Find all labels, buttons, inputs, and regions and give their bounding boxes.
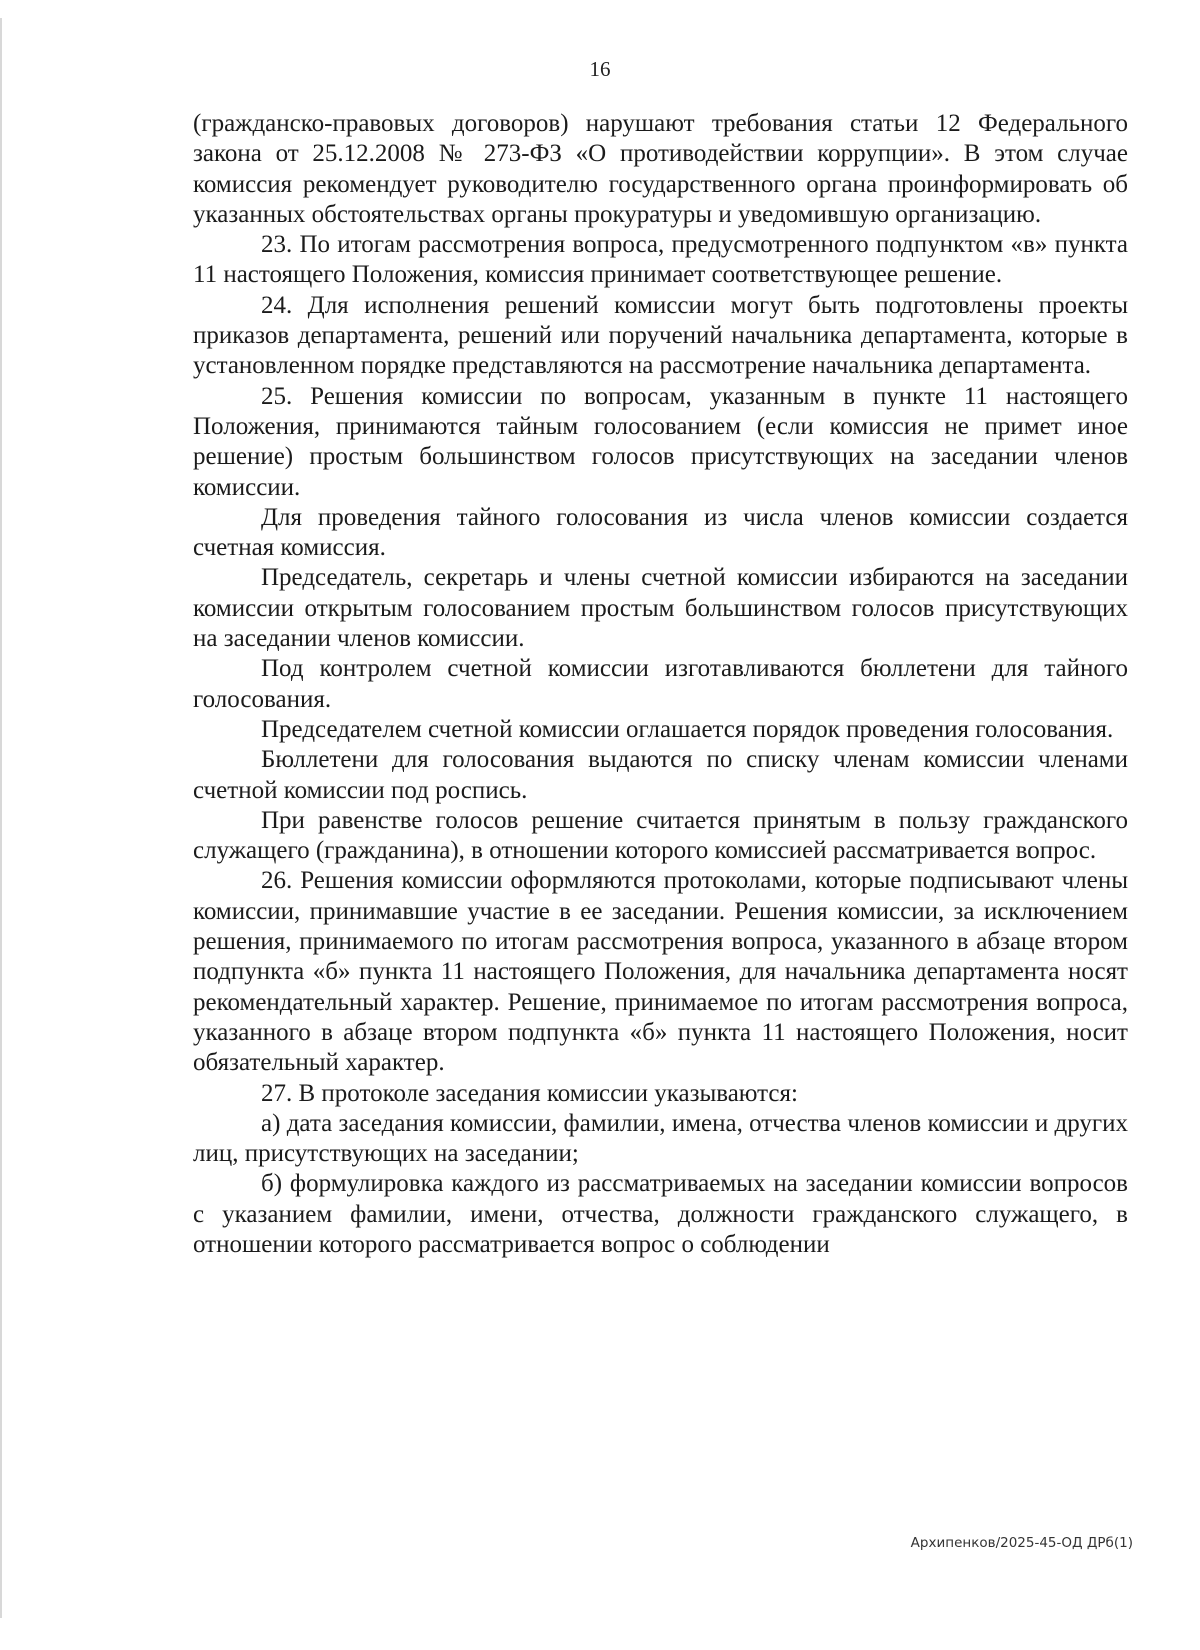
paragraph-25-issuance: Бюллетени для голосования выдаются по списку членам комиссии членами счетной комиссии под роспись. [193, 746, 1128, 804]
scan-edge-line [0, 18, 2, 1618]
paragraph-27-a: а) дата заседания комиссии, фамилии, имена, отчества членов комиссии и других лиц, присутствующих на заседании; [193, 1109, 1128, 1168]
page-number: 16 [589, 57, 611, 81]
paragraph-24: 24. Для исполнения решений комиссии могут быть подготовлены проекты приказов департамента, решений или поручений начальника департамента, которые в установленном порядке представляются на рассмотрение начальника департамента. [193, 291, 1128, 380]
document-registration-code: Архипенков/2025-45-ОД ДРб(1) [910, 1535, 1133, 1551]
paragraph-25-election: Председатель, секретарь и члены счетной комиссии избираются на заседании комиссии открытым голосованием простым большинством голосов присутствующих на заседании членов комиссии. [193, 564, 1128, 653]
paragraph-25: 25. Решения комиссии по вопросам, указанным в пункте 11 настоящего Положения, принимаются тайным голосованием (если комиссия не примет иное решение) простым большинством голосов присутствующих на заседании членов комиссии. [193, 382, 1128, 501]
paragraph-25-ballots: Под контролем счетной комиссии изготавливаются бюллетени для тайного голосования. [193, 655, 1128, 713]
paragraph-25-tie: При равенстве голосов решение считается принятым в пользу гражданского служащего (гражданина), в отношении которого комиссией рассматривается вопрос. [193, 806, 1128, 865]
paragraph-26: 26. Решения комиссии оформляются протоколами, которые подписывают члены комиссии, принимавшие участие в ее заседании. Решения комиссии, за исключением решения, принимаемого по итогам рассмотрения вопроса, указанного в абзаце втором подпункта «б» пункта 11 настоящего Положения, для начальника департамента носят рекомендательный характер. Решение, принимаемое по итогам рассмотрения вопроса, указанного в абзаце втором подпункта «б» пункта 11 настоящего Положения, носит обязательный характер. [193, 867, 1128, 1077]
paragraph-27: 27. В протоколе заседания комиссии указываются: [261, 1079, 798, 1107]
paragraph-23: 23. По итогам рассмотрения вопроса, предусмотренного подпунктом «в» пункта 11 настоящего Положения, комиссия принимает соответствующее решение. [193, 231, 1128, 289]
paragraph-25-procedure: Председателем счетной комиссии оглашается порядок проведения голосования. [261, 715, 1114, 743]
document-body [193, 109, 1128, 1260]
paragraph-continuation: (гражданско-правовых договоров) нарушают требования статьи 12 Федерального закона от 25.12.2008 № 273-ФЗ «О противодействии коррупции». В этом случае комиссия рекомендует руководителю государственного органа проинформировать об указанных обстоятельствах органы прокуратуры и уведомившую организацию. [193, 110, 1128, 228]
paragraph-27-b: б) формулировка каждого из рассматриваемых на заседании комиссии вопросов с указанием фамилии, имени, отчества, должности гражданского служащего, в отношении которого рассматривается вопрос о соблюдении [193, 1170, 1128, 1258]
paragraph-25-counting-commission: Для проведения тайного голосования из числа членов комиссии создается счетная комиссия. [193, 503, 1128, 562]
